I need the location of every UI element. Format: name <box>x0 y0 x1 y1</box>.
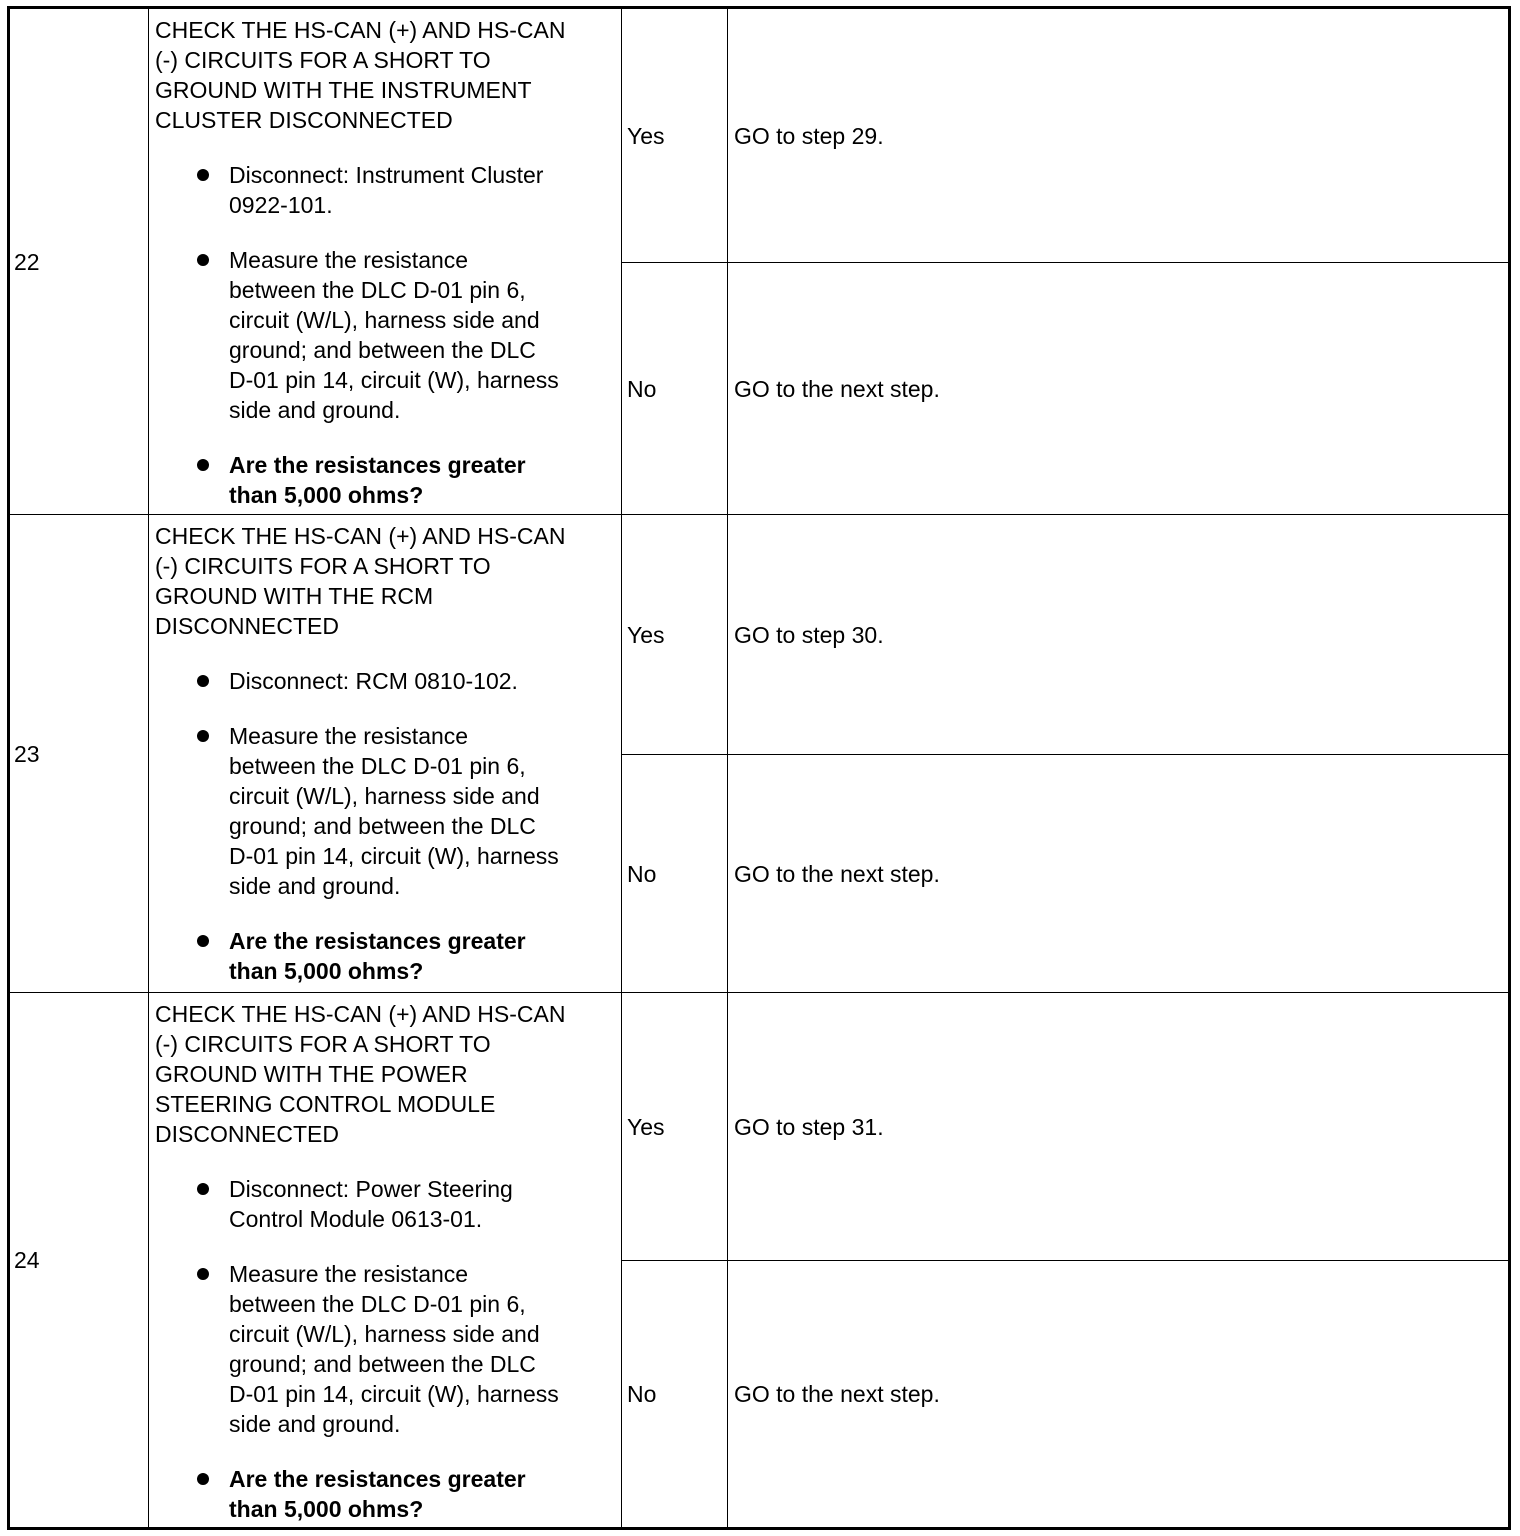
action-no: GO to the next step. <box>728 755 1510 993</box>
action-yes: GO to step 30. <box>728 515 1510 755</box>
procedure-item <box>155 721 615 901</box>
procedure-list <box>155 160 615 510</box>
procedure-item <box>155 245 615 425</box>
procedure-item <box>155 160 615 220</box>
action-yes: GO to step 29. <box>728 8 1510 263</box>
bullet-icon <box>197 1183 209 1195</box>
result-yes: Yes <box>622 993 728 1261</box>
procedure-question <box>155 450 615 510</box>
procedure-list <box>155 1174 615 1524</box>
bullet-icon <box>197 675 209 687</box>
procedure-text: Disconnect: Instrument Cluster 0922-101. <box>229 162 544 218</box>
result-yes: Yes <box>622 515 728 755</box>
test-procedure <box>149 8 622 515</box>
diagnostic-steps-table <box>7 6 1511 1530</box>
bullet-icon <box>197 935 209 947</box>
test-title: CHECK THE HS-CAN (+) AND HS-CAN (-) CIRCUITS FOR A SHORT TO GROUND WITH THE INSTRUMENT CLUSTER DISCONNECTED <box>155 17 566 133</box>
procedure-item <box>155 666 615 696</box>
procedure-text: Measure the resistance between the DLC D-01 pin 6, circuit (W/L), harness side and ground; and between the DLC D-01 pin 14, circuit (W), harness side and ground. <box>229 723 559 899</box>
test-procedure <box>149 993 622 1529</box>
bullet-icon <box>197 459 209 471</box>
procedure-item <box>155 1259 615 1439</box>
test-procedure <box>149 515 622 993</box>
procedure-text: Measure the resistance between the DLC D-01 pin 6, circuit (W/L), harness side and ground; and between the DLC D-01 pin 14, circuit (W), harness side and ground. <box>229 247 559 423</box>
action-yes: GO to step 31. <box>728 993 1510 1261</box>
bullet-icon <box>197 169 209 181</box>
bullet-icon <box>197 1473 209 1485</box>
step-number: 24 <box>9 993 149 1529</box>
question-text: Are the resistances greater than 5,000 ohms? <box>229 452 526 508</box>
step-23-yes-row <box>9 515 1510 755</box>
result-no: No <box>622 755 728 993</box>
result-yes: Yes <box>622 8 728 263</box>
procedure-text: Measure the resistance between the DLC D-01 pin 6, circuit (W/L), harness side and ground; and between the DLC D-01 pin 14, circuit (W), harness side and ground. <box>229 1261 559 1437</box>
result-no: No <box>622 1261 728 1529</box>
procedure-text: Disconnect: Power Steering Control Module 0613-01. <box>229 1176 513 1232</box>
procedure-text: Disconnect: RCM 0810-102. <box>229 668 518 694</box>
procedure-question <box>155 926 615 986</box>
step-number: 23 <box>9 515 149 993</box>
step-22-yes-row <box>9 8 1510 263</box>
step-24-yes-row <box>9 993 1510 1261</box>
bullet-icon <box>197 730 209 742</box>
test-title: CHECK THE HS-CAN (+) AND HS-CAN (-) CIRCUITS FOR A SHORT TO GROUND WITH THE RCM DISCONNECTED <box>155 523 566 639</box>
bullet-icon <box>197 1268 209 1280</box>
step-number: 22 <box>9 8 149 515</box>
procedure-item <box>155 1174 615 1234</box>
question-text: Are the resistances greater than 5,000 ohms? <box>229 1466 526 1522</box>
test-title: CHECK THE HS-CAN (+) AND HS-CAN (-) CIRCUITS FOR A SHORT TO GROUND WITH THE POWER STEERING CONTROL MODULE DISCONNECTED <box>155 1001 566 1147</box>
result-no: No <box>622 263 728 515</box>
procedure-question <box>155 1464 615 1524</box>
bullet-icon <box>197 254 209 266</box>
action-no: GO to the next step. <box>728 1261 1510 1529</box>
procedure-list <box>155 666 615 986</box>
action-no: GO to the next step. <box>728 263 1510 515</box>
question-text: Are the resistances greater than 5,000 ohms? <box>229 928 526 984</box>
